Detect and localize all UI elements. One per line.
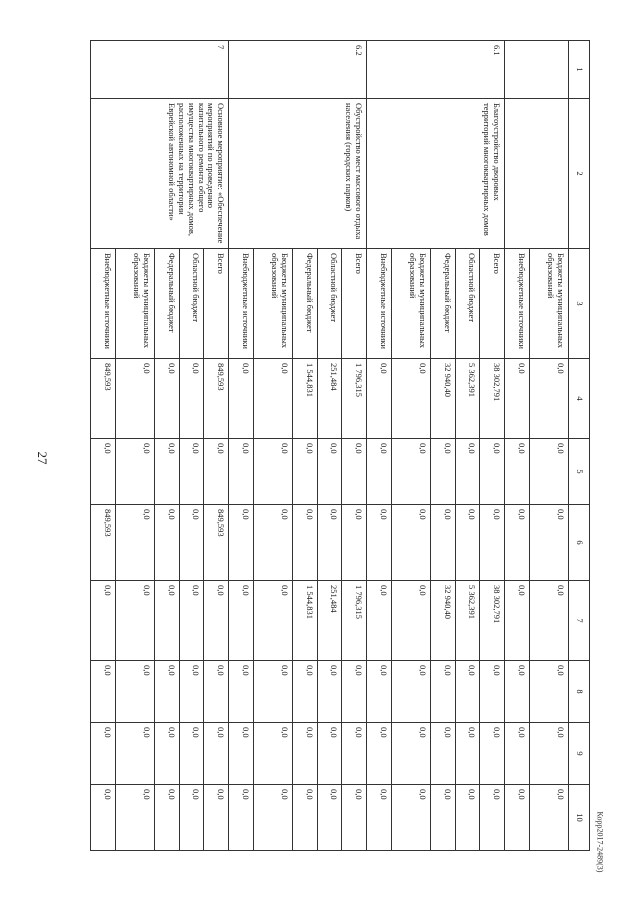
value-cell: 0,0 [529,359,568,439]
value-cell: 0,0 [179,581,204,661]
value-cell: 0,0 [204,785,229,851]
value-cell: 0,0 [455,661,480,723]
value-cell: 0,0 [431,785,456,851]
value-cell: 0,0 [253,785,292,851]
value-cell: 0,0 [317,439,342,505]
funding-source-cell: Федеральный бюджет [431,249,456,359]
value-cell: 251,484 [317,359,342,439]
funding-source-cell: Областной бюджет [455,249,480,359]
value-cell: 0,0 [367,439,392,505]
activity-name-cell [505,99,569,249]
value-cell: 1 544,831 [293,581,318,661]
value-cell: 0,0 [91,785,116,851]
activity-name-cell: Обустройство мест массового отдыха населения (городских парков) [229,99,367,249]
value-cell: 0,0 [293,661,318,723]
funding-source-cell: Всего [342,249,367,359]
value-cell: 0,0 [529,661,568,723]
value-cell: 0,0 [253,359,292,439]
funding-source-cell: Внебюджетные источники [505,249,530,359]
value-cell: 0,0 [253,439,292,505]
value-cell: 0,0 [229,439,254,505]
row-number-cell: 6.1 [367,41,505,99]
value-cell: 0,0 [367,359,392,439]
header-cell: 7 [569,581,590,661]
funding-source-cell: Внебюджетные источники [91,249,116,359]
value-cell: 0,0 [91,723,116,785]
budget-table [90,40,590,851]
value-cell: 0,0 [91,581,116,661]
funding-source-cell: Бюджеты муниципальных образований [529,249,568,359]
value-cell: 0,0 [480,661,505,723]
value-cell: 0,0 [391,359,430,439]
value-cell: 0,0 [391,505,430,581]
header-cell: 2 [569,99,590,249]
value-cell: 849,593 [91,359,116,439]
value-cell: 0,0 [529,439,568,505]
value-cell: 0,0 [431,439,456,505]
value-cell: 1 796,315 [342,581,367,661]
value-cell: 5 362,391 [455,581,480,661]
value-cell: 0,0 [204,439,229,505]
value-cell: 0,0 [317,661,342,723]
header-cell: 6 [569,505,590,581]
value-cell: 0,0 [115,661,154,723]
value-cell: 0,0 [293,723,318,785]
value-cell: 0,0 [317,785,342,851]
value-cell: 0,0 [204,581,229,661]
value-cell: 0,0 [179,723,204,785]
activity-name-cell: Благоустройство дворовых территорий многоквартирных домов [367,99,505,249]
funding-source-cell: Федеральный бюджет [293,249,318,359]
value-cell: 0,0 [115,723,154,785]
value-cell: 0,0 [505,785,530,851]
value-cell: 32 940,40 [431,581,456,661]
value-cell: 849,593 [204,505,229,581]
value-cell: 0,0 [480,785,505,851]
funding-source-cell: Бюджеты муниципальных образований [115,249,154,359]
value-cell: 0,0 [115,505,154,581]
value-cell: 0,0 [342,785,367,851]
value-cell: 0,0 [342,661,367,723]
value-cell: 0,0 [455,439,480,505]
value-cell: 0,0 [253,661,292,723]
value-cell: 0,0 [455,785,480,851]
value-cell: 0,0 [431,505,456,581]
value-cell: 0,0 [293,785,318,851]
value-cell: 5 362,391 [455,359,480,439]
value-cell: 0,0 [204,661,229,723]
value-cell: 1 544,831 [293,359,318,439]
value-cell: 0,0 [505,359,530,439]
value-cell: 0,0 [367,581,392,661]
value-cell: 0,0 [317,505,342,581]
value-cell: 0,0 [91,661,116,723]
value-cell: 0,0 [229,661,254,723]
header-cell: 4 [569,359,590,439]
value-cell: 0,0 [253,723,292,785]
table-row [529,41,568,851]
value-cell: 0,0 [342,439,367,505]
value-cell: 0,0 [115,359,154,439]
value-cell: 0,0 [293,439,318,505]
value-cell: 0,0 [155,661,180,723]
value-cell: 1 796,315 [342,359,367,439]
value-cell: 0,0 [391,439,430,505]
value-cell: 849,593 [91,505,116,581]
value-cell: 0,0 [115,439,154,505]
value-cell: 0,0 [155,785,180,851]
value-cell: 0,0 [367,723,392,785]
value-cell: 251,484 [317,581,342,661]
value-cell: 0,0 [155,723,180,785]
value-cell: 0,0 [505,661,530,723]
value-cell: 0,0 [115,785,154,851]
value-cell: 0,0 [179,439,204,505]
funding-source-cell: Внебюджетные источники [229,249,254,359]
value-cell: 0,0 [179,661,204,723]
table-body [91,41,569,851]
funding-source-cell: Областной бюджет [179,249,204,359]
value-cell: 0,0 [342,723,367,785]
value-cell: 0,0 [455,505,480,581]
value-cell: 0,0 [529,581,568,661]
value-cell: 0,0 [155,505,180,581]
value-cell: 0,0 [229,505,254,581]
funding-source-cell: Бюджеты муниципальных образований [391,249,430,359]
value-cell: 0,0 [480,439,505,505]
value-cell: 0,0 [317,723,342,785]
funding-source-cell: Внебюджетные источники [367,249,392,359]
value-cell: 0,0 [229,723,254,785]
value-cell: 849,593 [204,359,229,439]
value-cell: 0,0 [391,723,430,785]
value-cell: 38 302,791 [480,581,505,661]
value-cell: 0,0 [155,359,180,439]
value-cell: 0,0 [529,723,568,785]
row-number-cell: 7 [91,41,229,99]
value-cell: 0,0 [253,505,292,581]
value-cell: 0,0 [505,439,530,505]
value-cell: 0,0 [253,581,292,661]
value-cell: 0,0 [505,581,530,661]
table-row [342,41,367,851]
value-cell: 0,0 [204,723,229,785]
value-cell: 0,0 [480,723,505,785]
row-number-cell: 6.2 [229,41,367,99]
value-cell: 0,0 [505,723,530,785]
header-cell: 5 [569,439,590,505]
value-cell: 0,0 [155,581,180,661]
header-cell: 1 [569,41,590,99]
value-cell: 0,0 [367,661,392,723]
funding-source-cell: Федеральный бюджет [155,249,180,359]
rotated-table-container [90,40,590,850]
value-cell: 0,0 [431,661,456,723]
value-cell: 0,0 [367,505,392,581]
header-cell: 8 [569,661,590,723]
value-cell: 0,0 [529,505,568,581]
correction-mark: Корр2017-2489(3) [595,811,605,873]
header-cell: 10 [569,785,590,851]
value-cell: 0,0 [229,581,254,661]
value-cell: 32 940,40 [431,359,456,439]
value-cell: 0,0 [91,439,116,505]
funding-source-cell: Всего [480,249,505,359]
value-cell: 0,0 [115,581,154,661]
value-cell: 0,0 [342,505,367,581]
value-cell: 0,0 [179,505,204,581]
value-cell: 0,0 [391,661,430,723]
funding-source-cell: Бюджеты муниципальных образований [253,249,292,359]
value-cell: 0,0 [529,785,568,851]
value-cell: 38 302,791 [480,359,505,439]
activity-name-cell: Основное мероприятие: «Обеспечение мероприятий по проведению капитального ремонта общего имущества многоквартирных домов, расположенных на территории Еврейской автономной области» [91,99,229,249]
header-cell: 9 [569,723,590,785]
value-cell: 0,0 [367,785,392,851]
value-cell: 0,0 [431,723,456,785]
header-row [569,41,590,851]
value-cell: 0,0 [391,581,430,661]
funding-source-cell: Всего [204,249,229,359]
value-cell: 0,0 [391,785,430,851]
value-cell: 0,0 [179,359,204,439]
header-cell: 3 [569,249,590,359]
value-cell: 0,0 [505,505,530,581]
funding-source-cell: Областной бюджет [317,249,342,359]
value-cell: 0,0 [229,785,254,851]
value-cell: 0,0 [293,505,318,581]
table-row [204,41,229,851]
table-row [480,41,505,851]
value-cell: 0,0 [155,439,180,505]
value-cell: 0,0 [179,785,204,851]
page-number: 27 [35,451,50,465]
value-cell: 0,0 [480,505,505,581]
row-number-cell [505,41,569,99]
value-cell: 0,0 [229,359,254,439]
value-cell: 0,0 [455,723,480,785]
